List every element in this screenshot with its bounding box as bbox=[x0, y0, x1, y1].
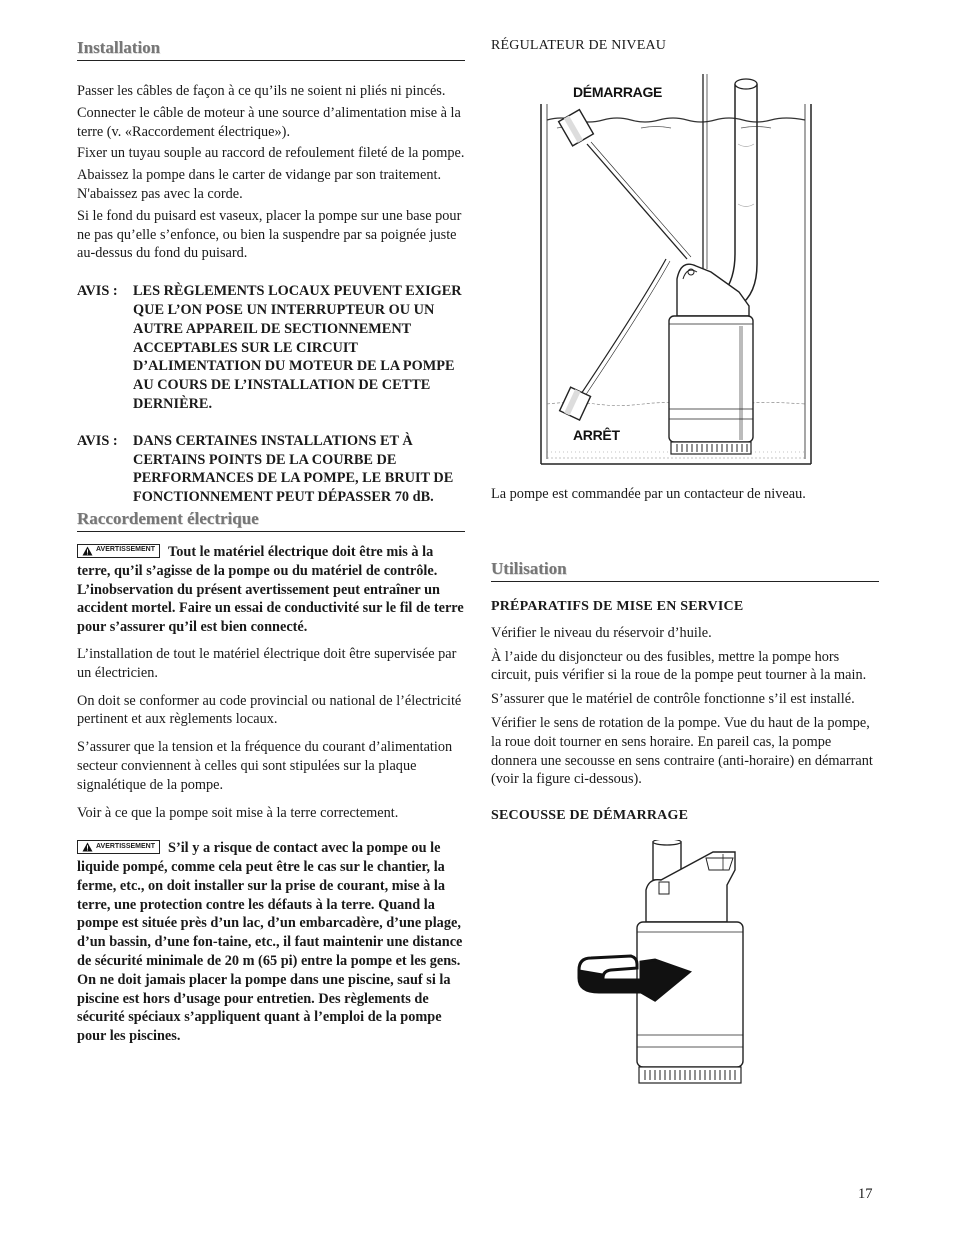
installation-paragraph: Fixer un tuyau souple au raccord de refoulement fileté de la pompe. bbox=[77, 145, 465, 162]
warning-block bbox=[77, 839, 465, 1046]
left-column bbox=[77, 38, 465, 1046]
electrical-paragraph: Voir à ce que la pompe soit mise à la terre correctement. bbox=[77, 804, 399, 821]
warning-badge bbox=[77, 544, 160, 558]
warning-badge-label: AVERTISSEMENT bbox=[96, 842, 155, 850]
installation-paragraph: Passer les câbles de façon à ce qu’ils ne soient ni pliés ni pincés. bbox=[77, 83, 446, 99]
sump-pump-illustration bbox=[491, 54, 879, 484]
figure-caption: La pompe est commandée par un contacteur de niveau. bbox=[491, 486, 806, 502]
notice-label: AVIS : bbox=[77, 283, 118, 300]
electrical-paragraph: L’installation de tout le matériel électrique doit être supervisée par un électricien. bbox=[77, 645, 457, 681]
installation-paragraph: Connecter le câble de moteur à une source d’alimentation mise à la terre (v. «Raccordement électrique»). bbox=[77, 104, 461, 140]
utilisation-paragraph: S’assurer que le matériel de contrôle fonctionne s’il est installé. bbox=[491, 691, 855, 708]
installation-paragraph: Si le fond du puisard est vaseux, placer la pompe sur une base pour ne pas qu’elle s’enfonce, ou bien la suspendre par sa poignée juste au-dessus du fond du puisard. bbox=[77, 207, 462, 262]
pump-rotation-illustration bbox=[491, 840, 879, 1115]
notice-text: LES RÈGLEMENTS LOCAUX PEUVENT EXIGER QUE L’ON POSE UN INTERRUPTEUR OU UN AUTRE APPAREIL DE SECTIONNEMENT ACCEPTABLES SUR LE CIRCUIT D’ALIMENTATION DU MOTEUR DE LA POMPE AU COURS DE L’INSTALLATION DE CETTE DERNIÈRE. bbox=[133, 283, 462, 412]
installation-title: Installation bbox=[77, 38, 465, 61]
utilisation-paragraph: À l’aide du disjoncteur ou des fusibles, mettre la pompe hors circuit, puis vérifier si la roue de la pompe peut tourner à la main. bbox=[491, 648, 867, 684]
start-label: DÉMARRAGE bbox=[573, 84, 663, 100]
warning-triangle-icon bbox=[82, 546, 93, 556]
regulator-heading: RÉGULATEUR DE NIVEAU bbox=[491, 38, 667, 53]
warning-badge-label: AVERTISSEMENT bbox=[96, 546, 155, 554]
notice-block bbox=[77, 432, 465, 507]
warning-badge bbox=[77, 840, 160, 854]
notice-text: DANS CERTAINES INSTALLATIONS ET À CERTAINS POINTS DE LA COURBE DE PERFORMANCES DE LA POMPE, LE BRUIT DE FONCTIONNEMENT PEUT DÉPASSER 70 dB. bbox=[133, 432, 454, 506]
notice-block bbox=[77, 282, 465, 414]
warning-text: Tout le matériel électrique doit être mis à la terre, qu’il s’agisse de la pompe ou du matériel de contrôle. L’inobservation du présent avertissement peut entraîner un accident mortel. Faire un essai de conductivité sur le fil de terre pour s’assurer qu’il est bien connecté. bbox=[77, 543, 464, 636]
electrical-paragraph: S’assurer que la tension et la fréquence du courant d’alimentation secteur conviennent à celles qui sont stipulées sur la plaque signalétique de la pompe. bbox=[77, 739, 453, 793]
stop-label: ARRÊT bbox=[573, 427, 620, 443]
electrical-paragraph: On doit se conformer au code provincial ou national de l’électricité pertinent et aux règlements locaux. bbox=[77, 692, 462, 728]
preparation-heading: PRÉPARATIFS DE MISE EN SERVICE bbox=[491, 598, 744, 614]
start-jerk-heading: SECOUSSE DE DÉMARRAGE bbox=[491, 808, 689, 824]
raccordement-title: Raccordement électrique bbox=[77, 509, 465, 532]
warning-text: S’il y a risque de contact avec la pompe ou le liquide pompé, comme cela peut être le cas sur le chantier, la ferme, etc., on doit installer sur la prise de courant, mise à la terre, une protection contre les défauts à la terre. Quand la pompe est située près d’un lac, d’un embarcadère, d’une plage, d’un bassin, d’une fon-taine, etc., il faut maintenir une distance de sécurité minimale de 20 m (65 pi) entre la pompe et les gens. On ne doit jamais placer la pompe dans une piscine, sauf si la piscine est hors d’usage pour entretien. Des règlements de sécurité spéciaux s’appliquent quant à l’emploi de la pompe pour les piscines. bbox=[77, 840, 463, 1045]
warning-triangle-icon bbox=[82, 842, 93, 852]
installation-paragraph: Abaissez la pompe dans le carter de vidange par son traitement. N'abaissez pas avec la corde. bbox=[77, 167, 442, 202]
utilisation-paragraph: Vérifier le sens de rotation de la pompe. Vue du haut de la pompe, la roue doit tourner en sens horaire. En pareil cas, la pompe donnera une secousse en sens contraire (anti-horaire) en démarrant (voir la figure ci-dessous). bbox=[491, 714, 873, 788]
notice-label: AVIS : bbox=[77, 432, 118, 449]
start-jerk-figure bbox=[491, 840, 879, 1115]
warning-block bbox=[77, 543, 465, 637]
utilisation-title: Utilisation bbox=[491, 559, 879, 582]
utilisation-paragraph: Vérifier le niveau du réservoir d’huile. bbox=[491, 624, 712, 641]
level-switch-figure bbox=[491, 54, 879, 484]
page-number: 17 bbox=[858, 1186, 873, 1202]
right-column bbox=[491, 38, 879, 1115]
